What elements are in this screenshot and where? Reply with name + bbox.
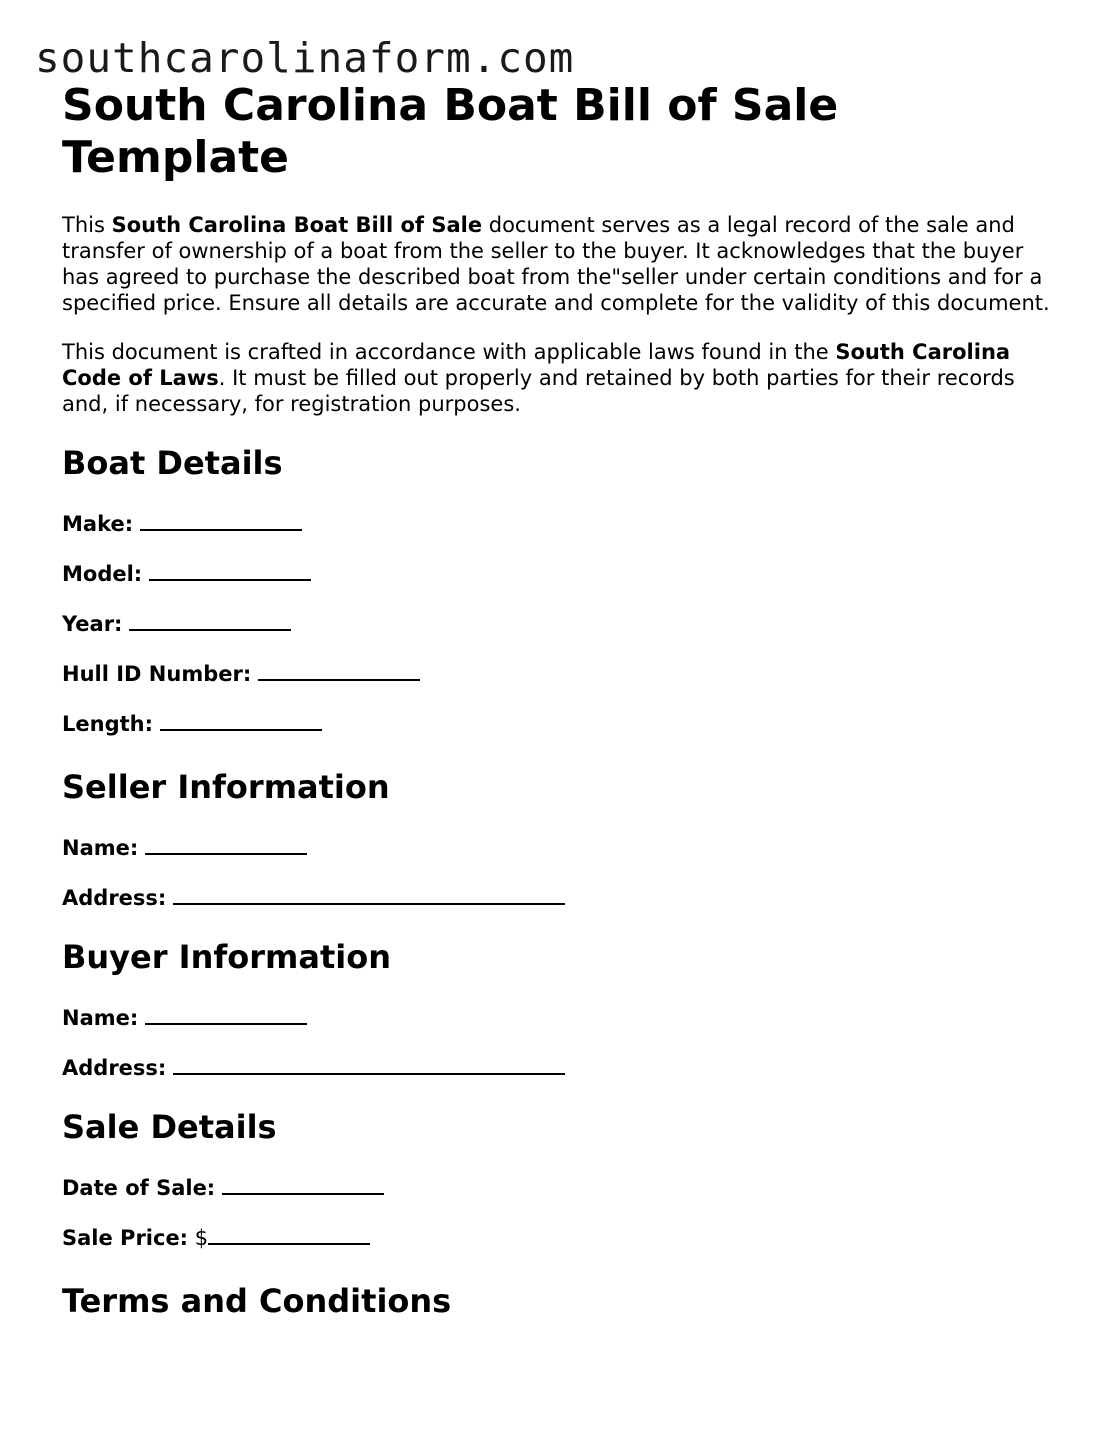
- seller-name-blank[interactable]: [145, 833, 307, 855]
- boat-length-blank[interactable]: [160, 709, 322, 731]
- page-title: [62, 80, 1062, 184]
- boat-make-label: Make:: [62, 512, 134, 536]
- sale-price-field: [62, 1223, 1062, 1251]
- boat-hull-blank[interactable]: [258, 659, 420, 681]
- seller-heading: Seller Information: [62, 768, 390, 806]
- intro-paragraph-2: [62, 339, 1062, 417]
- boat-length-label: Length:: [62, 712, 153, 736]
- sale-price-blank[interactable]: [208, 1223, 370, 1245]
- sale-heading: Sale Details: [62, 1108, 277, 1146]
- buyer-address-label: Address:: [62, 1056, 167, 1080]
- boat-year-blank[interactable]: [129, 609, 291, 631]
- sale-date-label: Date of Sale:: [62, 1176, 216, 1200]
- currency-symbol: $: [194, 1226, 209, 1250]
- boat-make-blank[interactable]: [140, 509, 302, 531]
- boat-year-label: Year:: [62, 612, 123, 636]
- intro-paragraph-1: [62, 212, 1062, 316]
- buyer-heading: Buyer Information: [62, 938, 391, 976]
- terms-heading: Terms and Conditions: [62, 1282, 452, 1320]
- site-watermark: southcarolinaform.com: [35, 34, 575, 82]
- boat-model-label: Model:: [62, 562, 143, 586]
- boat-make-field: [62, 509, 1062, 537]
- document-body: [62, 80, 1062, 1321]
- buyer-name-blank[interactable]: [145, 1003, 307, 1025]
- seller-address-field: [62, 883, 1062, 911]
- title-line-1: South Carolina Boat Bill of Sale: [62, 80, 839, 131]
- boat-length-field: [62, 709, 1062, 737]
- sale-date-blank[interactable]: [222, 1173, 384, 1195]
- intro-p1-rest: document serves as a legal record of the sale and transfer of ownership of a boat from the seller to the buyer. It acknowledges that the buyer has agreed to purchase the described boat from the"seller under certain conditions and for a specified price. Ensure all details are accurate and complete for the validity of this document.: [62, 213, 1050, 315]
- intro-p1-bold: South Carolina Boat Bill of Sale: [111, 213, 483, 237]
- buyer-address-blank[interactable]: [173, 1053, 565, 1075]
- sale-date-field: [62, 1173, 1062, 1201]
- buyer-name-label: Name:: [62, 1006, 139, 1030]
- boat-hull-field: [62, 659, 1062, 687]
- title-line-2: Template: [62, 132, 290, 183]
- boat-hull-label: Hull ID Number:: [62, 662, 252, 686]
- intro-p2-rest: . It must be filled out properly and retained by both parties for their records and, if necessary, for registration purposes.: [62, 366, 1015, 416]
- buyer-name-field: [62, 1003, 1062, 1031]
- sale-price-label: Sale Price:: [62, 1226, 189, 1250]
- seller-address-label: Address:: [62, 886, 167, 910]
- seller-name-field: [62, 833, 1062, 861]
- seller-name-label: Name:: [62, 836, 139, 860]
- intro-p2-start: This document is crafted in accordance with applicable laws found in the: [62, 340, 836, 364]
- boat-model-blank[interactable]: [149, 559, 311, 581]
- intro-p2-bold: South Carolina Code of Laws: [62, 340, 1011, 390]
- seller-address-blank[interactable]: [173, 883, 565, 905]
- boat-details-heading: Boat Details: [62, 444, 283, 482]
- boat-year-field: [62, 609, 1062, 637]
- boat-model-field: [62, 559, 1062, 587]
- buyer-address-field: [62, 1053, 1062, 1081]
- intro-p1-start: This: [62, 213, 112, 237]
